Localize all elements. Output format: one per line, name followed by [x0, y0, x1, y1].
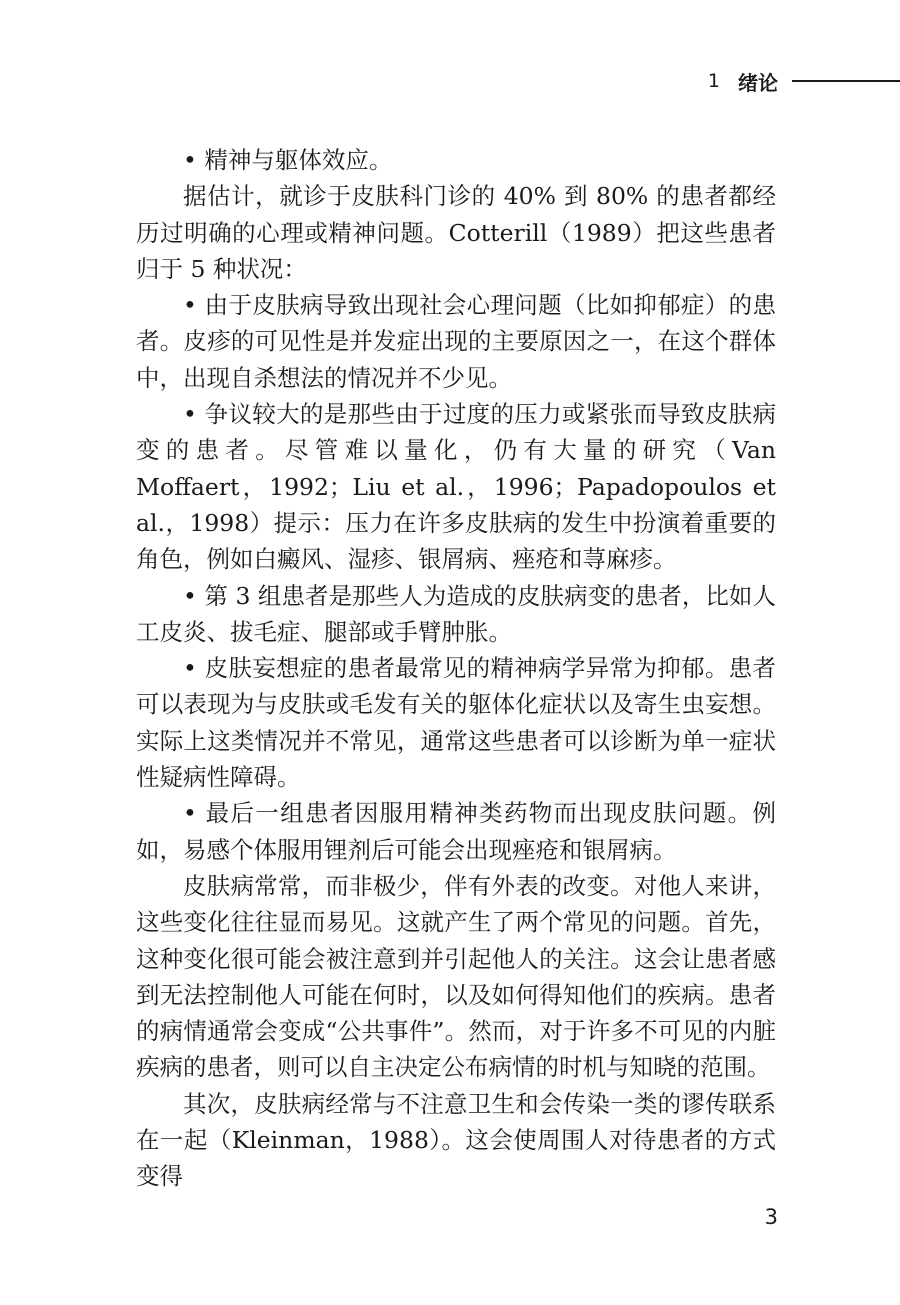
- paragraph: 其次，皮肤病经常与不注意卫生和会传染一类的谬传联系在一起（Kleinman，1988）。这会使周围人对待患者的方式变得: [136, 1089, 776, 1191]
- paragraph: • 争议较大的是那些由于过度的压力或紧张而导致皮肤病变的患者。尽管难以量化，仍有大量的研究（Van Moffaert，1992；Liu et al.，1996；Papadopoulos et al.，1998）提示：压力在许多皮肤病的发生中扮演着重要的角色，例如白癜风、湿疹、银屑病、痤疮和荨麻疹。: [136, 400, 776, 574]
- paragraph: • 皮肤妄想症的患者最常见的精神病学异常为抑郁。患者可以表现为与皮肤或毛发有关的躯体化症状以及寄生虫妄想。实际上这类情况并不常见，通常这些患者可以诊断为单一症状性疑病性障碍。: [136, 654, 776, 792]
- header-rule: [792, 80, 900, 82]
- paragraph: • 由于皮肤病导致出现社会心理问题（比如抑郁症）的患者。皮疹的可见性是并发症出现的主要原因之一，在这个群体中，出现自杀想法的情况并不少见。: [136, 291, 776, 392]
- running-header: [708, 66, 900, 96]
- body-text: [136, 142, 776, 1195]
- paragraph: • 精神与躯体效应。: [183, 146, 393, 174]
- paragraph: 据估计，就诊于皮肤科门诊的 40% 到 80% 的患者都经历过明确的心理或精神问题。Cotterill（1989）把这些患者归于 5 种状况：: [136, 182, 776, 283]
- chapter-number: 1: [707, 70, 720, 92]
- paragraph: • 最后一组患者因服用精神类药物而出现皮肤问题。例如，易感个体服用锂剂后可能会出现痤疮和银屑病。: [136, 799, 776, 864]
- chapter-title: 绪论: [738, 70, 778, 95]
- paragraph: • 第 3 组患者是那些人为造成的皮肤病变的患者，比如人工皮炎、拔毛症、腿部或手臂肿胀。: [136, 581, 776, 646]
- page-number: 3: [764, 1205, 778, 1229]
- paragraph: 皮肤病常常，而非极少，伴有外表的改变。对他人来讲，这些变化往往显而易见。这就产生了两个常见的问题。首先，这种变化很可能会被注意到并引起他人的关注。这会让患者感到无法控制他人可能在何时，以及如何得知他们的疾病。患者的病情通常会变成“公共事件”。然而，对于许多不可见的内脏疾病的患者，则可以自主决定公布病情的时机与知晓的范围。: [136, 871, 776, 1082]
